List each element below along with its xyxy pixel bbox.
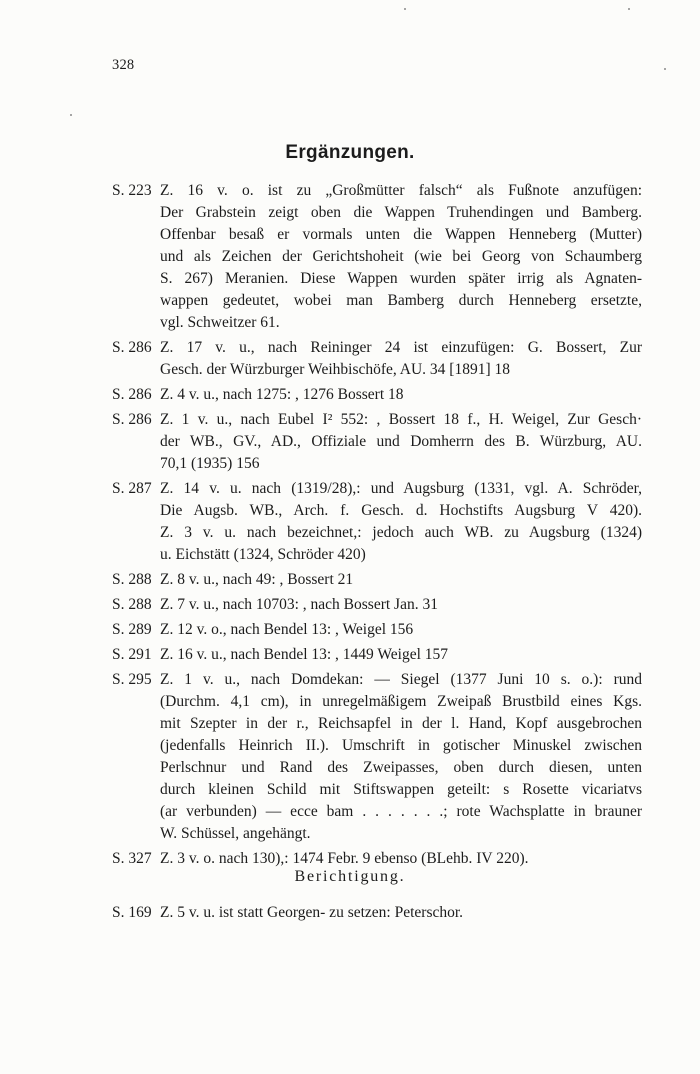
correction-ref: S. 169	[112, 904, 152, 921]
entry-line: u. Eichstätt (1324, Schröder 420)	[160, 546, 366, 563]
correction-entry	[112, 902, 463, 924]
entry-line: 70,1 (1935) 156	[160, 455, 260, 472]
entry-ref: S. 288	[112, 571, 152, 588]
entry-line: Z. 8 v. u., nach 49: , Bossert 21	[160, 571, 354, 588]
page-title: Ergänzungen.	[285, 142, 415, 163]
entry-ref: S. 295	[112, 671, 152, 688]
entry-item	[112, 337, 642, 381]
entry-line: (Durchm. 4,1 cm), in unregelmäßigem Zweipaß Brustbild eines Kgs.	[160, 693, 642, 710]
entry-line: (jedenfalls Heinrich II.). Umschrift in gotischer Minuskel zwischen	[160, 737, 642, 754]
entry-item	[112, 409, 642, 475]
entry-line: Offenbar besaß er vormals unten die Wappen Henneberg (Mutter)	[160, 226, 642, 243]
entry-line: Z. 16 v. u., nach Bendel 13: , 1449 Weigel 157	[160, 646, 449, 663]
entry-line: vgl. Schweitzer 61.	[160, 314, 280, 331]
entry-line: und als Zeichen der Gerichtshoheit (wie bei Georg von Schaumberg	[160, 248, 642, 265]
entry-item	[112, 478, 642, 566]
scan-speck	[628, 8, 630, 10]
scan-speck	[404, 8, 406, 10]
entries-list	[112, 180, 642, 873]
entry-line: Z. 12 v. o., nach Bendel 13: , Weigel 156	[160, 621, 414, 638]
entry-line: W. Schüssel, angehängt.	[160, 825, 311, 842]
entry-line: Z. 1 v. u., nach Domdekan: — Siegel (1377 Juni 10 s. o.): rund	[160, 671, 642, 688]
entry-line: Perlschnur und Rand des Zweipasses, oben durch diesen, unten	[160, 759, 642, 776]
entry-ref: S. 291	[112, 646, 152, 663]
correction-text: Z. 5 v. u. ist statt Georgen- zu setzen: Peterschor.	[160, 904, 464, 921]
entry-ref: S. 287	[112, 480, 152, 497]
entry-line: Z. 7 v. u., nach 10703: , nach Bossert Jan. 31	[160, 596, 438, 613]
entry-line: wappen gedeutet, wobei man Bamberg durch Henneberg ersetzte,	[160, 292, 642, 309]
entry-item	[112, 594, 642, 616]
entry-line: Die Augsb. WB., Arch. f. Gesch. d. Hochstifts Augsburg V 420).	[160, 502, 642, 519]
entry-line: Der Grabstein zeigt oben die Wappen Truhendingen und Bamberg.	[160, 204, 642, 221]
entry-line: Gesch. der Würzburger Weihbischöfe, AU. 34 [1891] 18	[160, 361, 510, 378]
entry-line: S. 267) Meranien. Diese Wappen wurden später irrig als Agnaten-	[160, 270, 642, 287]
entry-item	[112, 644, 642, 666]
entry-ref: S. 286	[112, 386, 152, 403]
entry-line: Z. 3 v. u. nach bezeichnet,: jedoch auch WB. zu Augsburg (1324)	[160, 524, 642, 541]
entry-item	[112, 384, 642, 406]
entry-line: Z. 4 v. u., nach 1275: , 1276 Bossert 18	[160, 386, 404, 403]
entry-item	[112, 848, 642, 870]
page-number: 328	[112, 57, 135, 73]
entry-line: mit Szepter in der r., Reichsapfel in der l. Hand, Kopf ausgebrochen	[160, 715, 642, 732]
entry-item	[112, 180, 642, 334]
section-heading-berichtigung: Berichtigung.	[294, 868, 406, 885]
entry-line: Z. 17 v. u., nach Reininger 24 ist einzufügen: G. Bossert, Zur	[160, 339, 642, 356]
entry-ref: S. 288	[112, 596, 152, 613]
entry-item	[112, 569, 642, 591]
entry-line: Z. 3 v. o. nach 130),: 1474 Febr. 9 ebenso (BLehb. IV 220).	[160, 850, 529, 867]
entry-line: durch kleinen Schild mit Stiftswappen geteilt: s Rosette vicariatvs	[160, 781, 642, 798]
entry-item	[112, 669, 642, 845]
entry-ref: S. 327	[112, 850, 152, 867]
scan-speck	[70, 114, 72, 116]
entry-line: (ar verbunden) — ecce bam . . . . . . .; rote Wachsplatte in brauner	[160, 803, 642, 820]
scan-speck	[664, 68, 666, 70]
entry-line: Z. 1 v. u., nach Eubel I² 552: , Bossert 18 f., H. Weigel, Zur Gesch·	[160, 411, 642, 428]
entry-line: Z. 16 v. o. ist zu „Großmütter falsch“ als Fußnote anzufügen:	[160, 182, 642, 199]
entry-ref: S. 286	[112, 339, 152, 356]
entry-line: Z. 14 v. u. nach (1319/28),: und Augsburg (1331, vgl. A. Schröder,	[160, 480, 642, 497]
entry-ref: S. 289	[112, 621, 152, 638]
entry-line: der WB., GV., AD., Offiziale und Domherrn des B. Würzburg, AU.	[160, 433, 642, 450]
entry-item	[112, 619, 642, 641]
entry-ref: S. 223	[112, 182, 152, 199]
entry-ref: S. 286	[112, 411, 152, 428]
